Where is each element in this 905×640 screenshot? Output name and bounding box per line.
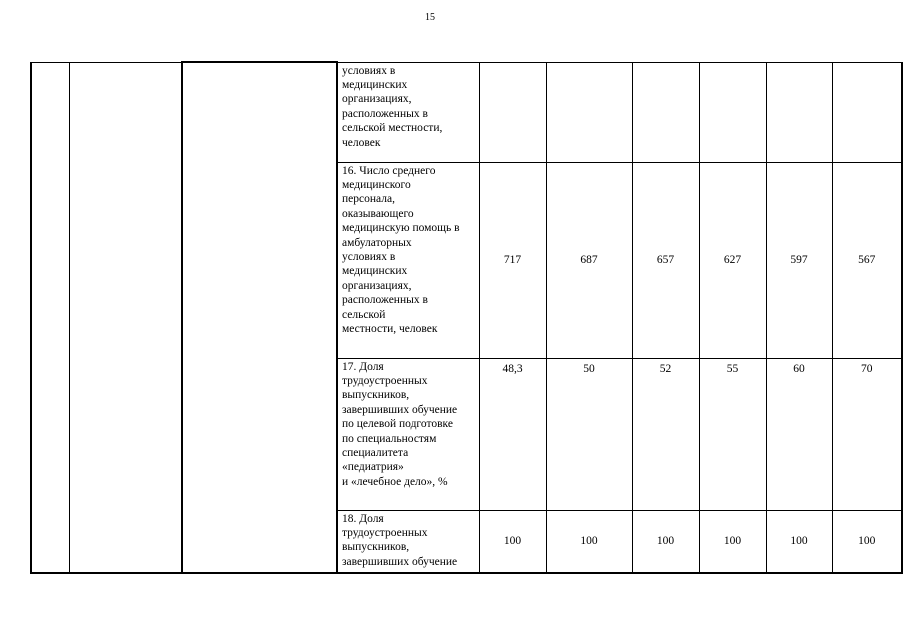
value-cell: 50	[546, 358, 632, 510]
value-cell: 657	[632, 162, 699, 358]
value-cell: 100	[546, 510, 632, 573]
indicator-description: 18. Доля трудоустроенных выпускников, завершивших обучение	[337, 510, 479, 573]
value-cell: 52	[632, 358, 699, 510]
value-cell: 100	[699, 510, 766, 573]
indicator-description: 16. Число среднего медицинского персонала, оказывающего медицинскую помощь в амбулаторных условиях в медицинских организациях, расположенных в сельской местности, человек	[337, 162, 479, 358]
value-cell	[699, 62, 766, 162]
index-column-cell	[31, 62, 69, 573]
value-cell: 100	[832, 510, 902, 573]
value-cell: 717	[479, 162, 546, 358]
value-cell	[832, 62, 902, 162]
value-cell: 627	[699, 162, 766, 358]
project-column-cell	[182, 62, 337, 573]
value-cell: 48,3	[479, 358, 546, 510]
value-cell: 567	[832, 162, 902, 358]
table-row	[31, 62, 902, 162]
value-cell: 60	[766, 358, 832, 510]
goal-column-cell	[69, 62, 182, 573]
indicator-description: 17. Доля трудоустроенных выпускников, завершивших обучение по целевой подготовке по специальностям специалитета «педиатрия» и «лечебное дело», %	[337, 358, 479, 510]
indicator-description: условиях в медицинских организациях, расположенных в сельской местности, человек	[337, 62, 479, 162]
indicators-table	[30, 61, 903, 574]
value-cell: 100	[766, 510, 832, 573]
value-cell: 55	[699, 358, 766, 510]
value-cell: 597	[766, 162, 832, 358]
value-cell	[766, 62, 832, 162]
value-cell	[632, 62, 699, 162]
value-cell: 70	[832, 358, 902, 510]
value-cell	[546, 62, 632, 162]
value-cell: 687	[546, 162, 632, 358]
value-cell: 100	[632, 510, 699, 573]
page-number: 15	[425, 12, 435, 23]
value-cell: 100	[479, 510, 546, 573]
value-cell	[479, 62, 546, 162]
